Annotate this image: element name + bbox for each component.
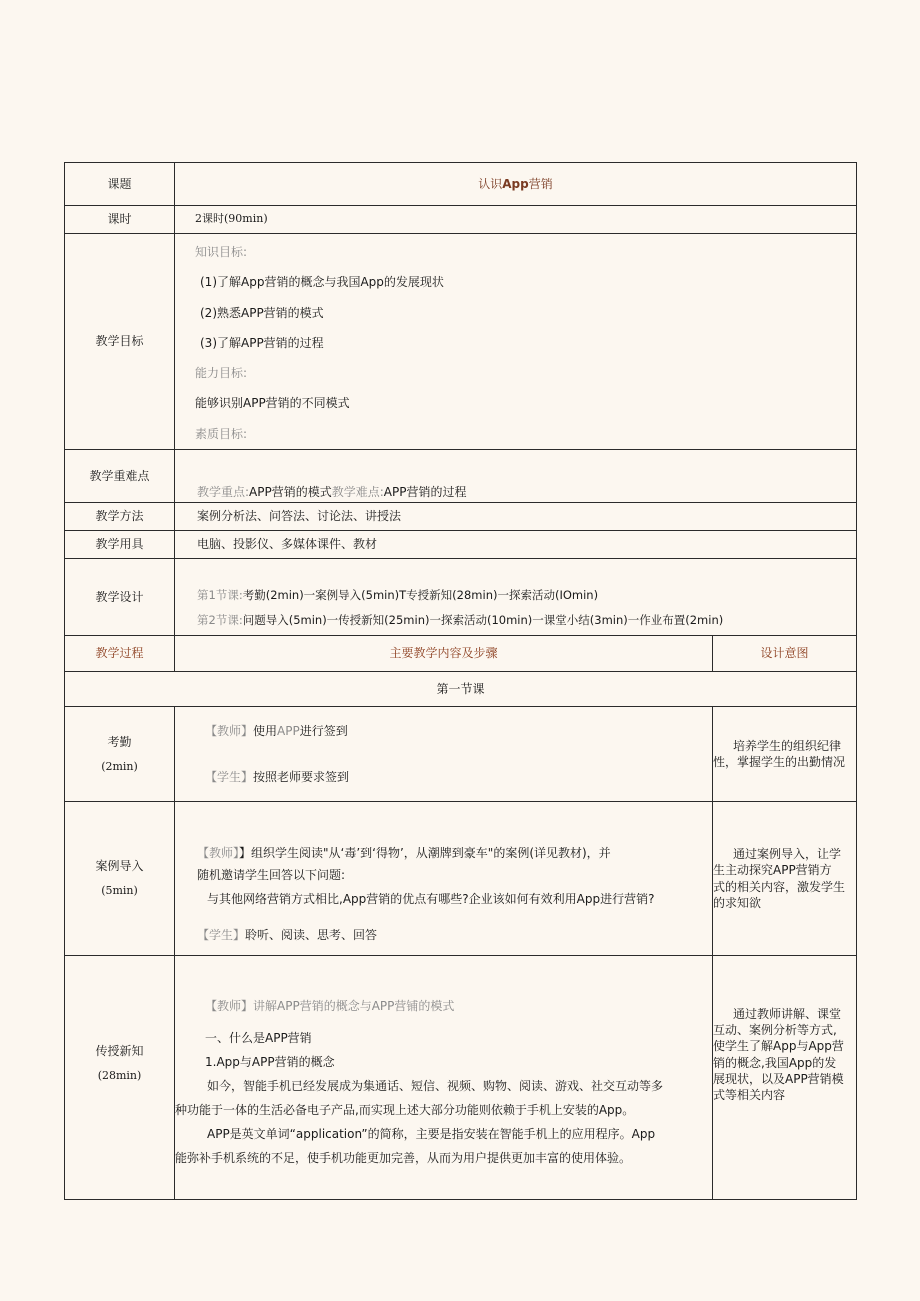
case-intent-line-1: 通过案例导入，让学 xyxy=(733,847,842,862)
objectives-content xyxy=(175,234,857,450)
attendance-content xyxy=(175,707,713,802)
hours-label: 课时 xyxy=(65,206,175,234)
content-col-header: 主要教学内容及步骤 xyxy=(175,636,713,672)
intent-col-header: 设计意图 xyxy=(713,636,857,672)
new-knowledge-row xyxy=(65,956,857,1200)
case-teacher-line-1: 】组织学生阅读"从‘毒’到‘得物’，从潮牌到豪车"的案例(详见教材)，并 xyxy=(239,846,611,861)
nk-para1-line-1: 如今，智能手机已经发展成为集通话、短信、视频、购物、阅读、游戏、社交互动等多 xyxy=(207,1079,664,1094)
knowledge-heading: 知识目标: xyxy=(195,245,248,259)
case-intent-line-4: 的求知欲 xyxy=(713,895,762,910)
hours-row xyxy=(65,206,857,234)
attendance-intent-line-2: 性，掌握学生的出勤情况 xyxy=(713,755,846,770)
quality-heading: 素质目标: xyxy=(195,426,248,441)
case-student-prefix: 【学生】 xyxy=(197,928,246,943)
title-suffix: 营销 xyxy=(528,176,553,191)
section-heading: 第一节课 xyxy=(65,672,857,707)
lesson2-prefix: 第2节课: xyxy=(197,613,243,628)
nk-heading-1: 一、什么是APP营销 xyxy=(205,1031,312,1046)
tools-label: 教学用具 xyxy=(65,531,175,559)
title-prefix: 认识 xyxy=(478,176,503,191)
key-points-label: 教学重难点 xyxy=(65,450,175,503)
nk-heading-2: 1.App与APP营销的概念 xyxy=(205,1055,335,1070)
key-point-value: APP营销的模式 xyxy=(249,484,332,499)
case-student-text: 聆听、阅读、思考、回答 xyxy=(245,928,378,943)
key-point-prefix: 教学重点: xyxy=(197,484,250,499)
objectives-label: 教学目标 xyxy=(65,234,175,450)
nk-intent-line-1: 通过教师讲解、课堂 xyxy=(733,1007,842,1022)
nk-para2-line-2: 能弥补手机系统的不足，使手机功能更加完善，从而为用户提供更加丰富的使用体验。 xyxy=(175,1151,632,1166)
lesson-plan-table xyxy=(64,162,857,1200)
case-intent-line-3: 式的相关内容，激发学生 xyxy=(713,879,846,894)
case-intro-row xyxy=(65,802,857,956)
methods-row xyxy=(65,503,857,531)
knowledge-item-3: (3)了解APP营销的过程 xyxy=(200,335,324,350)
tools-row xyxy=(65,531,857,559)
design-label: 教学设计 xyxy=(65,559,175,636)
topic-label: 课题 xyxy=(65,163,175,206)
nk-intent-line-4: 销的概念,我国App的发 xyxy=(713,1055,837,1070)
process-header-row xyxy=(65,636,857,672)
new-knowledge-label: 传授新知 xyxy=(95,1044,144,1059)
key-points-content xyxy=(175,450,857,503)
attendance-row xyxy=(65,707,857,802)
attendance-student-prefix: 【学生】 xyxy=(205,770,254,785)
nk-teacher-text: 讲解APP营销的概念与APP营铺的模式 xyxy=(253,999,455,1014)
key-points-row xyxy=(65,450,857,503)
nk-intent-line-3: 使学生了解App与App营 xyxy=(713,1039,844,1054)
attendance-label: 考勤 xyxy=(107,734,132,749)
case-intro-label: 案例导入 xyxy=(95,859,144,874)
attendance-teacher-suffix: 进行签到 xyxy=(299,724,348,739)
nk-intent-line-5: 展现状，以及APP营销模 xyxy=(713,1071,844,1086)
design-row xyxy=(65,559,857,636)
topic-row xyxy=(65,163,857,206)
case-intent-line-2: 生主动探究APP营销方 xyxy=(713,863,832,878)
nk-intent-line-6: 式等相关内容 xyxy=(713,1088,786,1103)
attendance-teacher-app: APP xyxy=(277,724,300,739)
nk-para1-line-2: 种功能于一体的生活必备电子产品,而实现上述大部分功能则依赖于手机上安装的App。 xyxy=(175,1103,635,1118)
case-intro-intent xyxy=(713,802,857,956)
new-knowledge-duration: (28min) xyxy=(97,1069,142,1083)
title-bold: App xyxy=(502,176,529,191)
design-content xyxy=(175,559,857,636)
objectives-row xyxy=(65,234,857,450)
difficulty-value: APP营销的过程 xyxy=(383,484,467,499)
ability-item: 能够识别APP营销的不同模式 xyxy=(195,396,350,411)
lesson1-prefix: 第1节课: xyxy=(197,588,243,603)
nk-para2-line-1: APP是英文单词“application”的简称，主要是指安装在智能手机上的应用程序。App xyxy=(207,1127,656,1142)
process-col-header: 教学过程 xyxy=(65,636,175,672)
case-teacher-prefix: 【教师】 xyxy=(197,846,240,861)
case-teacher-line-2: 随机邀请学生回答以下问题: xyxy=(197,868,346,883)
attendance-intent xyxy=(713,707,857,802)
new-knowledge-intent xyxy=(713,956,857,1200)
difficulty-prefix: 教学难点: xyxy=(331,484,384,499)
new-knowledge-content xyxy=(175,956,713,1200)
case-intro-duration: (5min) xyxy=(101,884,138,898)
page-title xyxy=(175,163,857,206)
hours-value: 2课时(90min) xyxy=(175,206,857,234)
ability-heading: 能力目标: xyxy=(195,366,248,381)
lesson1-value: 考勤(2min)一案例导入(5min)T专授新知(28min)一探索活动(IOmin) xyxy=(242,588,599,603)
knowledge-item-1: (1)了解App营销的概念与我国App的发展现状 xyxy=(200,275,444,290)
attendance-teacher-prefix: 【教师】 xyxy=(205,724,254,739)
attendance-teacher-mid: 使用 xyxy=(253,724,278,739)
new-knowledge-label-cell xyxy=(65,956,175,1200)
nk-teacher-prefix: 【教师】 xyxy=(205,999,254,1014)
nk-intent-line-2: 互动、案例分析等方式, xyxy=(713,1023,837,1038)
methods-label: 教学方法 xyxy=(65,503,175,531)
attendance-intent-line-1: 培养学生的组织纪律 xyxy=(733,738,842,753)
attendance-duration: (2min) xyxy=(101,759,138,773)
section-heading-row xyxy=(65,672,857,707)
knowledge-item-2: (2)熟悉APP营销的模式 xyxy=(200,305,324,320)
case-question: 与其他网络营销方式相比,App营销的优点有哪些?企业该如何有效利用App进行营销? xyxy=(207,892,655,907)
attendance-student-text: 按照老师要求签到 xyxy=(253,770,350,785)
lesson2-value: 问题导入(5min)一传授新知(25min)一探索活动(10min)一课堂小结(3min)一作业布置(2min) xyxy=(242,613,724,628)
case-intro-content xyxy=(175,802,713,956)
case-intro-label-cell xyxy=(65,802,175,956)
methods-value: 案例分析法、问答法、讨论法、讲授法 xyxy=(175,503,857,531)
tools-value: 电脑、投影仪、多媒体课件、教材 xyxy=(175,531,857,559)
attendance-label-cell xyxy=(65,707,175,802)
